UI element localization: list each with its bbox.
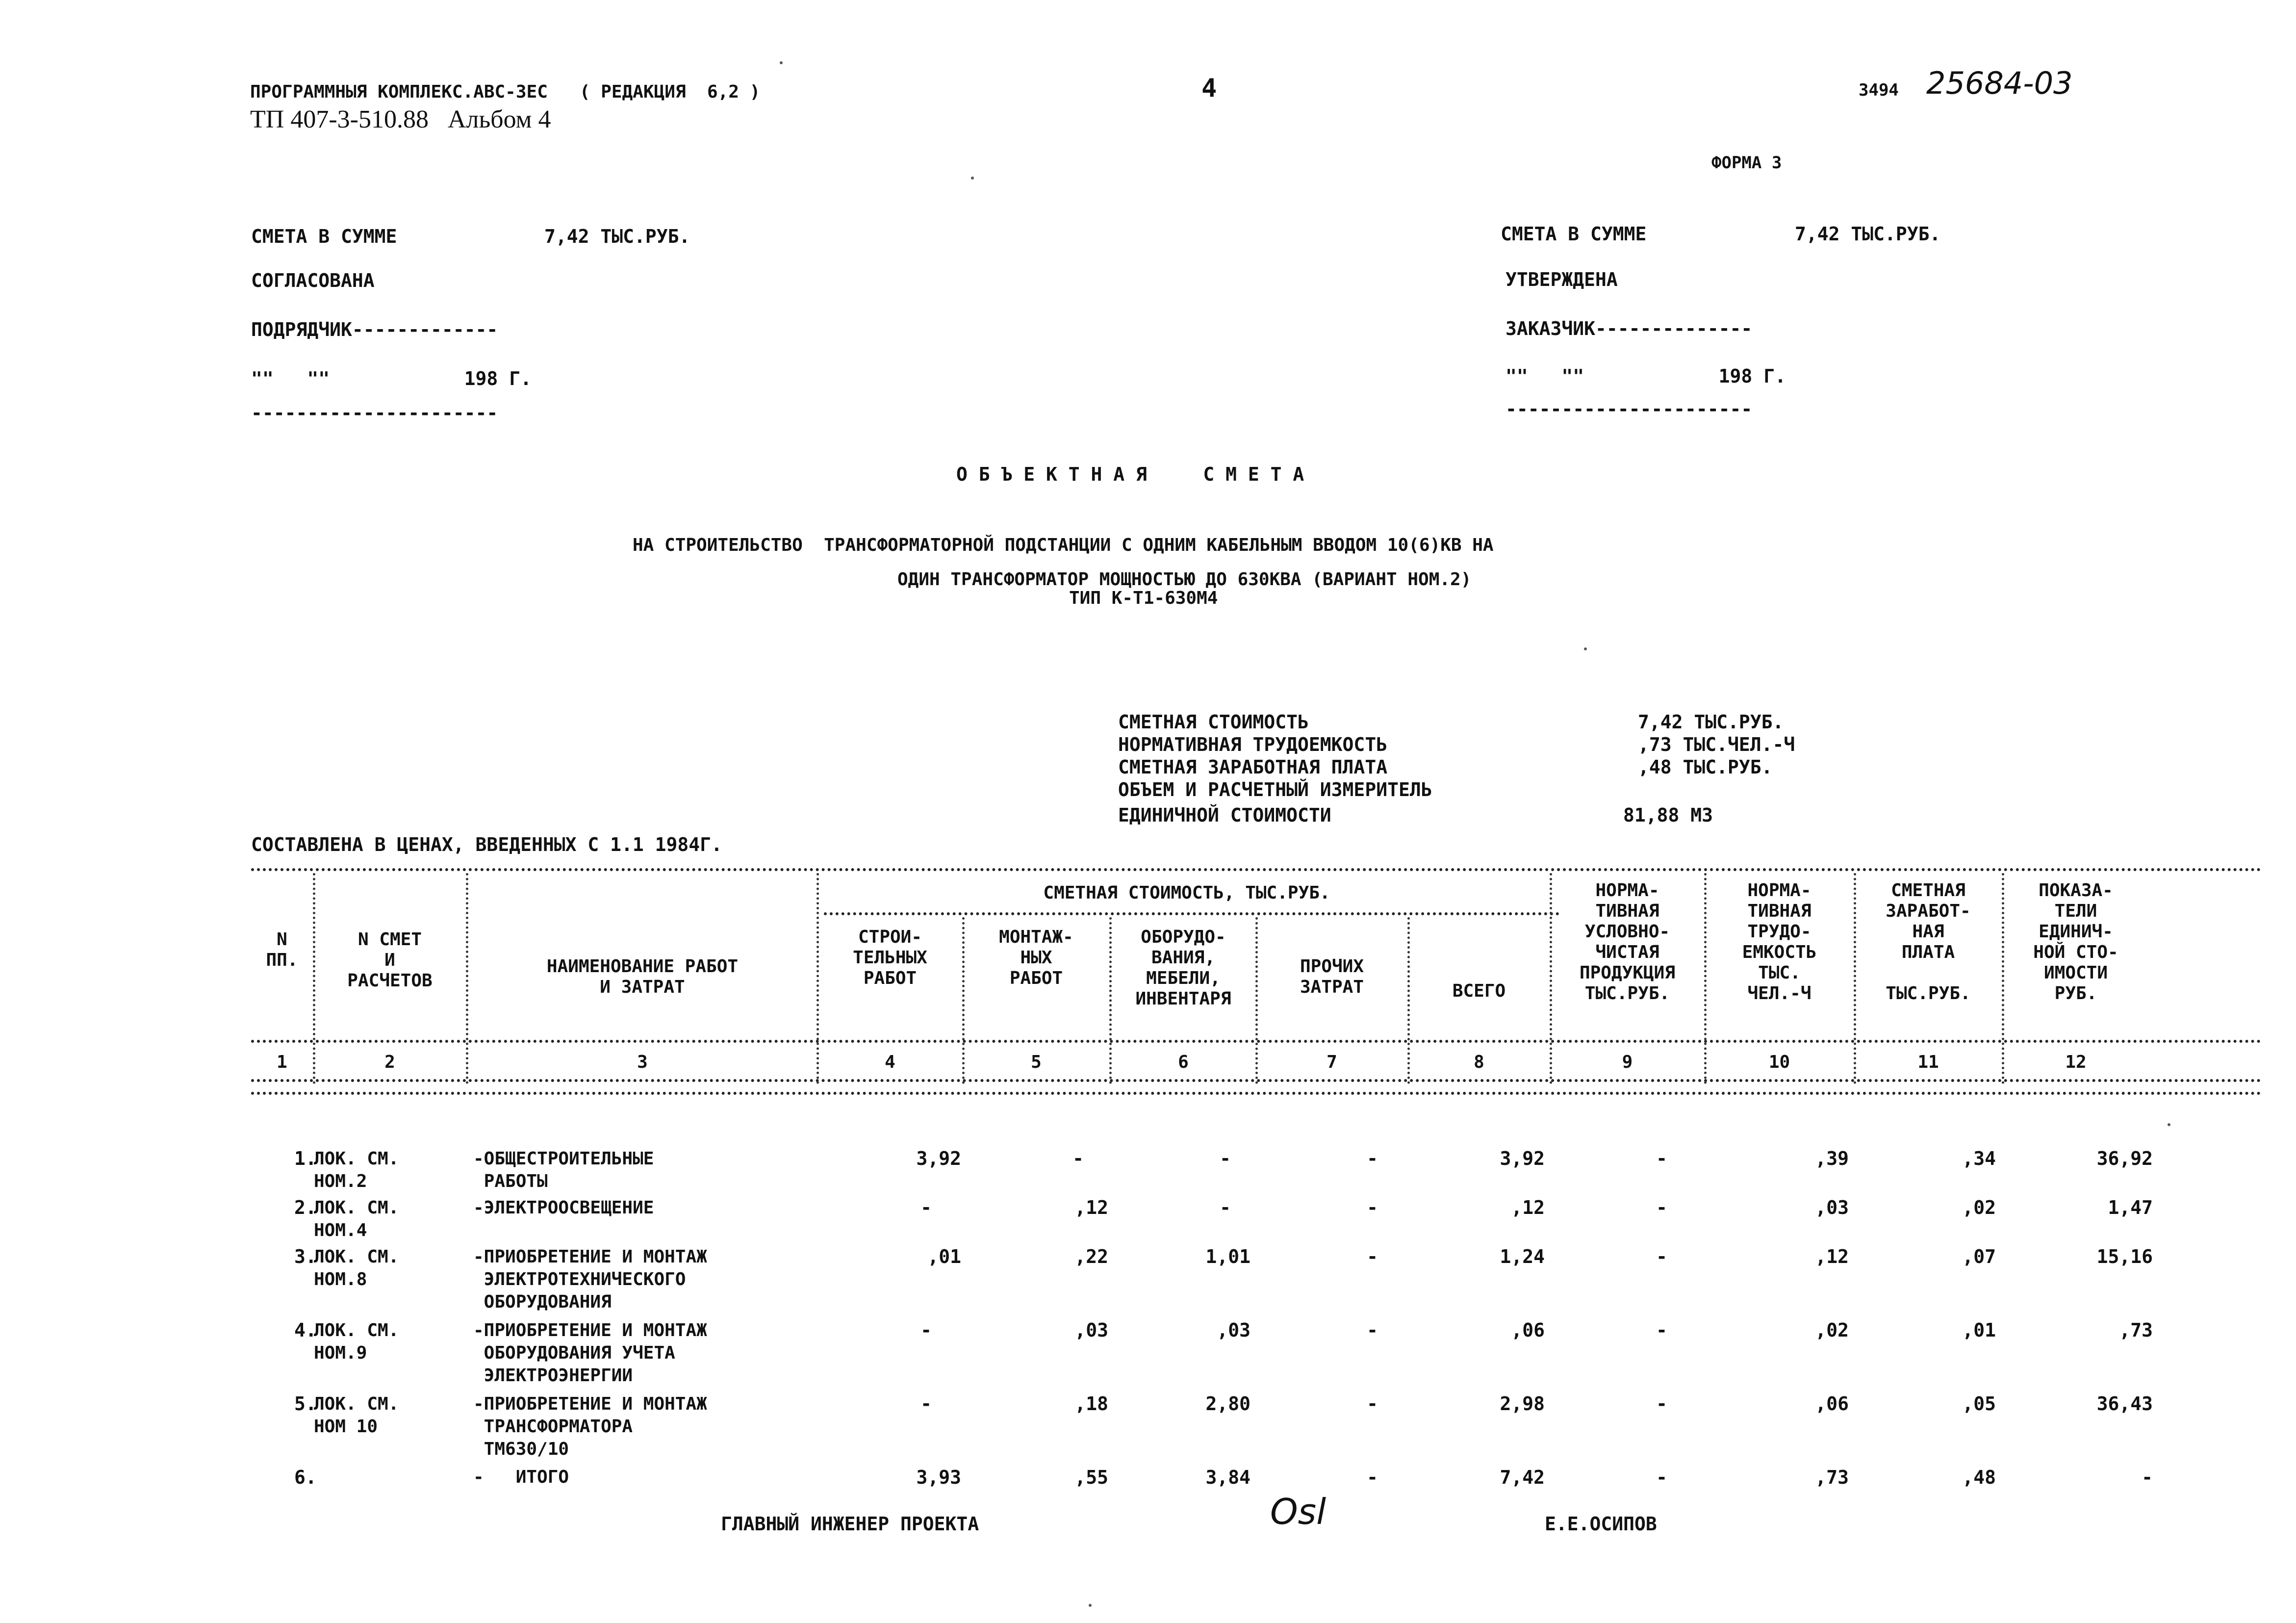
scan-speck (1089, 1604, 1092, 1607)
row-number: 4. (294, 1319, 317, 1341)
row-name: -ОБЩЕСТРОИТЕЛЬНЫЕ РАБОТЫ (473, 1149, 654, 1191)
header-col-9: НОРМА- ТИВНАЯ УСЛОВНО- ЧИСТАЯ ПРОДУКЦИЯ ТЫС.РУБ. (1579, 880, 1676, 1004)
column-number: 10 (1768, 1052, 1790, 1072)
row-reference: ЛОК. СМ. НОМ.4 (314, 1198, 399, 1240)
header-col-12: ПОКАЗА- ТЕЛИ ЕДИНИЧ- НОЙ СТО- ИМОСТИ РУБ. (2033, 880, 2118, 1004)
right-sum-label: СМЕТА В СУММЕ (1501, 223, 1647, 245)
row-number: 2. (294, 1197, 317, 1218)
column-separator (1854, 873, 1856, 1084)
cell-installation: ,22 (1074, 1246, 1108, 1267)
cell-equipment: 1,01 (1205, 1246, 1250, 1267)
header-col-4: СТРОИ- ТЕЛЬНЫХ РАБОТ (853, 927, 927, 988)
cell-installation: ,55 (1074, 1467, 1108, 1488)
row-name: -ПРИОБРЕТЕНИЕ И МОНТАЖ ЭЛЕКТРОТЕХНИЧЕСКОГО ОБОРУДОВАНИЯ (473, 1247, 707, 1312)
right-underline: ---------------------- (1505, 398, 1753, 420)
cell-total: ,06 (1511, 1319, 1545, 1341)
summary-label: НОРМАТИВНАЯ ТРУДОЕМКОСТЬ (1118, 734, 1388, 755)
row-name: -ПРИОБРЕТЕНИЕ И МОНТАЖ ОБОРУДОВАНИЯ УЧЕТА ЭЛЕКТРОЭНЕРГИИ (473, 1320, 707, 1386)
summary-value: 7,42 ТЫС.РУБ. (1638, 711, 1784, 733)
compiled-note: СОСТАВЛЕНА В ЦЕНАХ, ВВЕДЕННЫХ С 1.1 1984Г. (251, 834, 722, 855)
cell-wages: ,05 (1962, 1393, 1996, 1415)
cell-installation: ,03 (1074, 1319, 1108, 1341)
column-number: 7 (1327, 1052, 1337, 1072)
row-number: 6. (294, 1467, 317, 1488)
header-col-7: ПРОЧИХ ЗАТРАТ (1300, 956, 1364, 997)
chief-engineer-label: ГЛАВНЫЙ ИНЖЕНЕР ПРОЕКТА (721, 1513, 979, 1535)
cell-construction: ,01 (927, 1246, 961, 1267)
row-reference: ЛОК. СМ. НОМ.2 (314, 1149, 399, 1191)
cell-construction: 3,92 (916, 1148, 961, 1169)
column-number: 9 (1622, 1052, 1633, 1072)
scan-speck (780, 61, 783, 64)
right-approved-label: УТВЕРЖДЕНА (1505, 269, 1618, 290)
cell-other: - (1367, 1148, 1378, 1169)
cell-wages: ,34 (1962, 1148, 1996, 1169)
engineer-name: Е.Е.ОСИПОВ (1545, 1513, 1657, 1535)
cell-equipment: 3,84 (1205, 1467, 1250, 1488)
title-line-2: ОДИН ТРАНСФОРМАТОР МОЩНОСТЬЮ ДО 630КВА (ВАРИАНТ НОМ.2) (897, 569, 1472, 590)
cell-construction: - (920, 1197, 932, 1218)
cell-wages: ,02 (1962, 1197, 1996, 1218)
column-separator (466, 873, 468, 1084)
summary-label: ЕДИНИЧНОЙ СТОИМОСТИ (1118, 804, 1331, 826)
title-line-3: ТИП К-Т1-630М4 (1069, 588, 1218, 608)
signature: Osl (1270, 1491, 1327, 1532)
cell-construction: 3,93 (916, 1467, 961, 1488)
cell-total: 1,24 (1500, 1246, 1545, 1267)
row-number: 3. (294, 1246, 317, 1267)
column-number: 12 (2065, 1052, 2087, 1072)
column-separator (313, 873, 315, 1084)
column-separator (1704, 873, 1707, 1084)
cell-construction: - (920, 1319, 932, 1341)
column-number: 6 (1178, 1052, 1189, 1072)
summary-value: ,48 ТЫС.РУБ. (1638, 756, 1773, 778)
page-number: 4 (1201, 74, 1217, 103)
cell-other: - (1367, 1246, 1378, 1267)
table-rule (824, 912, 1559, 915)
cell-net-output: - (1656, 1197, 1667, 1218)
header-group: СМЕТНАЯ СТОИМОСТЬ, ТЫС.РУБ. (1043, 883, 1330, 903)
column-separator (1109, 917, 1112, 1084)
table-rule (251, 868, 2262, 871)
column-number: 11 (1917, 1052, 1939, 1072)
cell-installation: - (1072, 1148, 1084, 1169)
cell-equipment: ,03 (1217, 1319, 1250, 1341)
column-separator (1407, 917, 1410, 1084)
summary-value: 81,88 М3 (1623, 804, 1713, 826)
column-number: 3 (637, 1052, 648, 1072)
summary-label: СМЕТНАЯ ЗАРАБОТНАЯ ПЛАТА (1118, 756, 1388, 778)
summary-label: ОБЪЕМ И РАСЧЕТНЫЙ ИЗМЕРИТЕЛЬ (1118, 779, 1432, 800)
row-name: -ПРИОБРЕТЕНИЕ И МОНТАЖ ТРАНСФОРМАТОРА ТМ630/10 (473, 1394, 707, 1459)
cell-other: - (1367, 1197, 1378, 1218)
row-number: 5. (294, 1393, 317, 1415)
summary-value: ,73 ТЫС.ЧЕЛ.-Ч (1638, 734, 1795, 755)
scan-speck (1584, 647, 1587, 650)
cell-equipment: 2,80 (1205, 1393, 1250, 1415)
cell-other: - (1367, 1319, 1378, 1341)
column-separator (962, 917, 965, 1084)
customer-line: ЗАКАЗЧИК-------------- (1505, 318, 1753, 339)
row-reference: ЛОК. СМ. НОМ.8 (314, 1247, 399, 1289)
header-col-11: СМЕТНАЯ ЗАРАБОТ- НАЯ ПЛАТА ТЫС.РУБ. (1886, 880, 1971, 1004)
cell-unit-cost: - (2142, 1467, 2153, 1488)
header-col-3: НАИМЕНОВАНИЕ РАБОТ И ЗАТРАТ (546, 956, 739, 997)
row-reference: ЛОК. СМ. НОМ.9 (314, 1320, 399, 1363)
cell-labor: ,02 (1815, 1319, 1849, 1341)
summary-label: СМЕТНАЯ СТОИМОСТЬ (1118, 711, 1309, 733)
cell-equipment: - (1220, 1197, 1231, 1218)
scan-speck (971, 177, 974, 180)
cell-net-output: - (1656, 1393, 1667, 1415)
cell-installation: ,12 (1074, 1197, 1108, 1218)
cell-construction: - (920, 1393, 932, 1415)
right-sum-value: 7,42 ТЫС.РУБ. (1795, 223, 1941, 245)
cell-unit-cost: 36,92 (2096, 1148, 2153, 1169)
cell-labor: ,12 (1815, 1246, 1849, 1267)
cell-wages: ,01 (1962, 1319, 1996, 1341)
cell-equipment: - (1220, 1148, 1231, 1169)
column-separator (1255, 917, 1258, 1084)
doc-prefix: 3494 (1859, 80, 1899, 100)
program-line: ПРОГРАММНЫЯ КОМПЛЕКС.АВС-3ЕС ( РЕДАКЦИЯ 6,2 ) (250, 82, 761, 102)
header-col-8: ВСЕГО (1452, 981, 1506, 1001)
document-title: О Б Ъ Е К Т Н А Я С М Е Т А (956, 464, 1304, 485)
left-approved-label: СОГЛАСОВАНА (251, 270, 375, 291)
contractor-line: ПОДРЯДЧИК------------- (251, 319, 498, 340)
column-number: 4 (885, 1052, 895, 1072)
left-sum-value: 7,42 ТЫС.РУБ. (544, 226, 690, 247)
header-col-10: НОРМА- ТИВНАЯ ТРУДО- ЕМКОСТЬ ТЫС. ЧЕЛ.-Ч (1742, 880, 1817, 1004)
cell-net-output: - (1656, 1148, 1667, 1169)
cell-unit-cost: 36,43 (2096, 1393, 2153, 1415)
row-name: -ЭЛЕКТРООСВЕЩЕНИЕ (473, 1198, 654, 1218)
cell-total: 2,98 (1500, 1393, 1545, 1415)
right-date-line: "" "" 198 Г. (1505, 365, 1786, 387)
column-separator (2002, 873, 2004, 1084)
cell-net-output: - (1656, 1246, 1667, 1267)
cell-total: 3,92 (1500, 1148, 1545, 1169)
header-col-1: N ПП. (266, 929, 298, 970)
column-separator (1550, 873, 1552, 1084)
cell-unit-cost: 15,16 (2096, 1246, 2153, 1267)
table-rule (251, 1092, 2262, 1095)
cell-labor: ,06 (1815, 1393, 1849, 1415)
cell-net-output: - (1656, 1467, 1667, 1488)
title-line-1: НА СТРОИТЕЛЬСТВО ТРАНСФОРМАТОРНОЙ ПОДСТАНЦИИ С ОДНИМ КАБЕЛЬНЫМ ВВОДОМ 10(6)КВ НА (633, 535, 1494, 555)
column-number: 5 (1031, 1052, 1042, 1072)
column-number: 2 (384, 1052, 395, 1072)
cell-installation: ,18 (1074, 1393, 1108, 1415)
cell-net-output: - (1656, 1319, 1667, 1341)
cell-other: - (1367, 1393, 1378, 1415)
form-label: ФОРМА 3 (1711, 153, 1782, 173)
cell-wages: ,48 (1962, 1467, 1996, 1488)
left-sum-label: СМЕТА В СУММЕ (251, 226, 397, 247)
cell-labor: ,03 (1815, 1197, 1849, 1218)
column-number: 1 (277, 1052, 287, 1072)
row-reference: ЛОК. СМ. НОМ 10 (314, 1394, 399, 1437)
left-date-line: "" "" 198 Г. (251, 368, 532, 389)
scan-speck (2168, 1123, 2170, 1126)
cell-unit-cost: 1,47 (2108, 1197, 2153, 1218)
cell-labor: ,39 (1815, 1148, 1849, 1169)
column-number: 8 (1474, 1052, 1484, 1072)
cell-unit-cost: ,73 (2119, 1319, 2153, 1341)
cell-wages: ,07 (1962, 1246, 1996, 1267)
cell-total: 7,42 (1500, 1467, 1545, 1488)
project-line: ТП 407-3-510.88 Альбом 4 (250, 105, 551, 133)
cell-other: - (1367, 1467, 1378, 1488)
cell-labor: ,73 (1815, 1467, 1849, 1488)
cell-total: ,12 (1511, 1197, 1545, 1218)
header-col-2: N СМЕТ И РАСЧЕТОВ (347, 929, 433, 991)
header-col-6: ОБОРУДО- ВАНИЯ, МЕБЕЛИ, ИНВЕНТАРЯ (1135, 927, 1231, 1009)
left-underline: ---------------------- (251, 402, 498, 424)
row-name: - ИТОГО (473, 1467, 569, 1487)
doc-number: 25684-03 (1926, 65, 2073, 101)
header-col-5: МОНТАЖ- НЫХ РАБОТ (999, 927, 1073, 988)
row-number: 1. (294, 1148, 317, 1169)
